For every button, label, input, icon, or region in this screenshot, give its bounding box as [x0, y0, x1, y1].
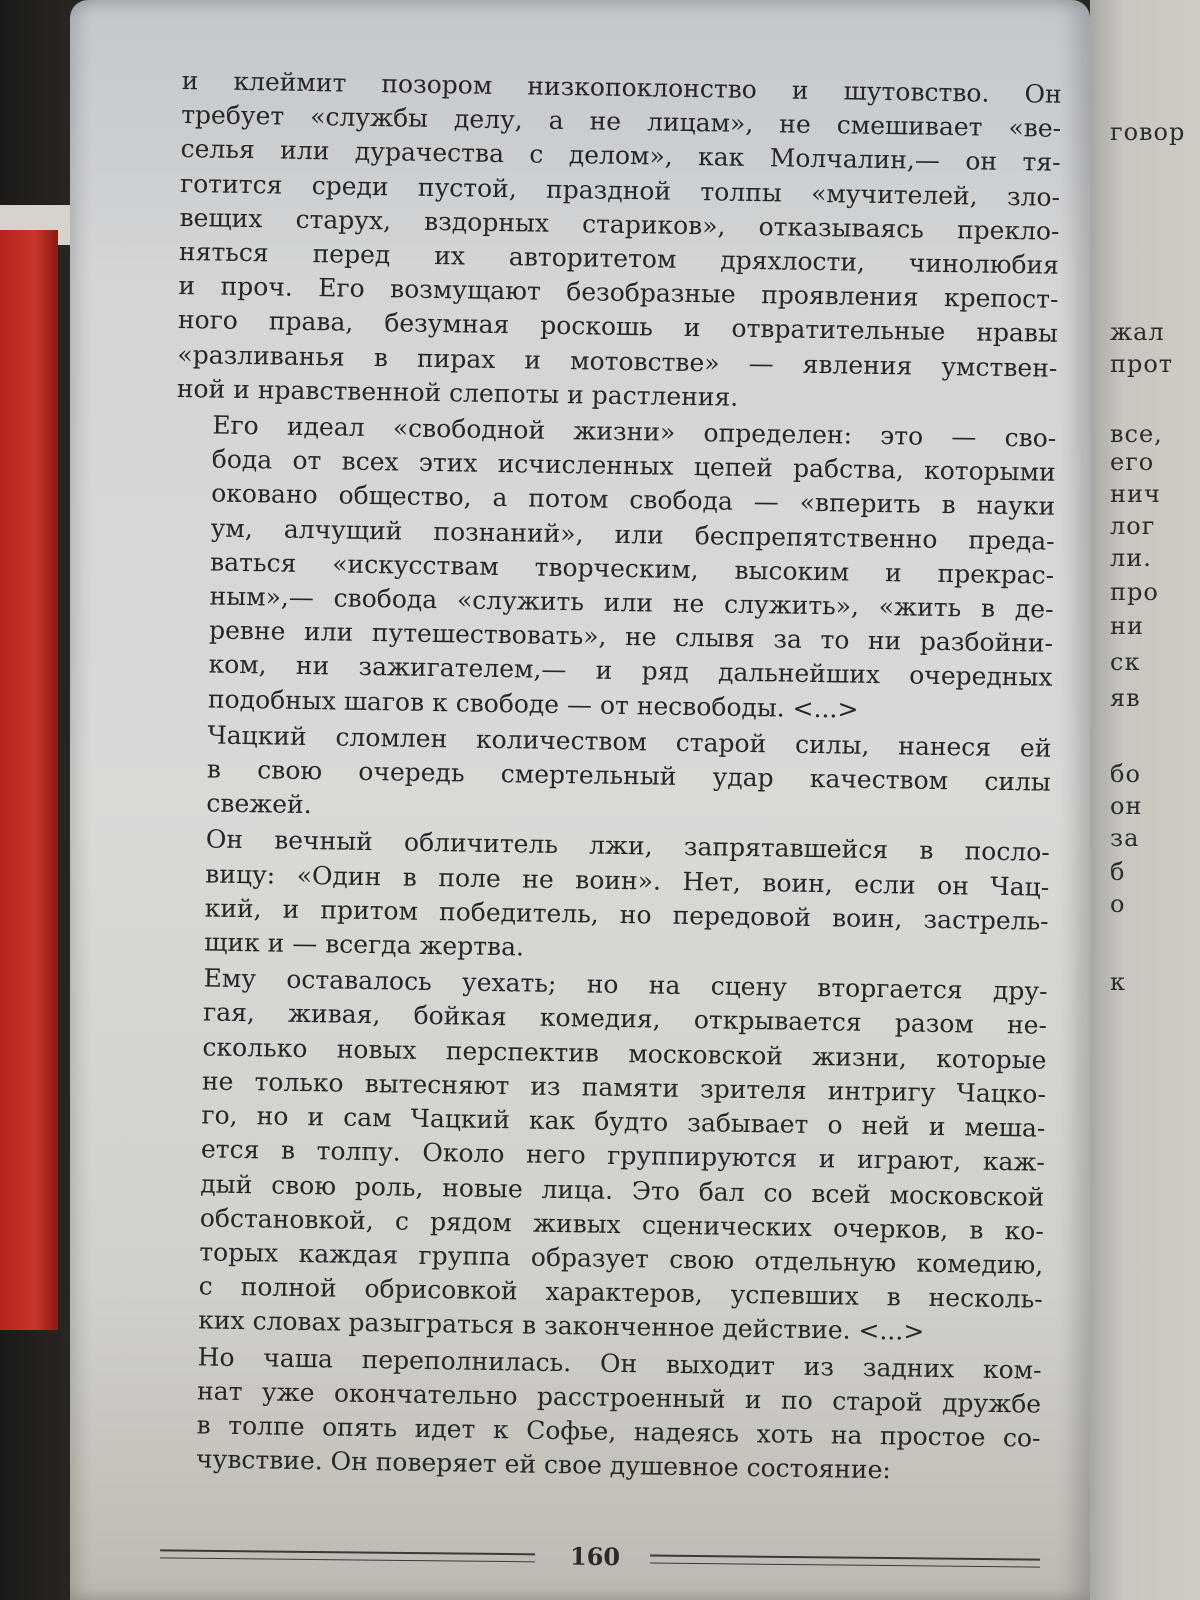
text-line: подобных шагов к свободе — от несвободы. <...> [207, 684, 859, 724]
text-line: «разливанья в пирах и мотовстве» — явления умствен- [177, 339, 1058, 383]
text-line: и клеймит позором низкопоклонство и шутовство. Он [181, 65, 1062, 109]
paragraph [170, 718, 1052, 834]
paragraph [168, 822, 1050, 973]
facing-page-fragment: его [1110, 448, 1155, 476]
text-line: нат уже окончательно расстроенный и по старой дружбе [196, 1376, 1042, 1419]
facing-page [1090, 0, 1200, 1600]
paragraph [172, 408, 1057, 730]
text-line: щик и — всегда жертва. [203, 927, 525, 962]
facing-page-fragment: ли. [1110, 544, 1152, 572]
text-line: ной и нравственной слепоты и растления. [176, 373, 739, 412]
text-line: готится среди пустой, праздной толпы «мучителей, зло- [179, 168, 1061, 212]
text-line: ум, алчущий познаний», или беспрепятственно преда- [210, 513, 1055, 556]
facing-page-fragment: за [1110, 824, 1140, 852]
facing-page-fragment: нич [1110, 480, 1161, 508]
text-line: с полной обрисовкой характеров, успевших в несколь- [198, 1271, 1043, 1314]
red-book-cover [0, 230, 58, 1330]
text-line: селья или дурачества с делом», как Молчалин,— он тя- [180, 134, 1061, 178]
facing-page-fragment: говор [1110, 118, 1186, 146]
facing-page-fragment: б [1110, 858, 1126, 886]
text-line: не только вытесняют из памяти зрителя интригу Чацко- [201, 1066, 1047, 1109]
text-line: требует «службы делу, а не лицам», не смешивает «ве- [180, 100, 1062, 144]
text-line: вицу: «Один в поле не воин». Нет, воин, если он Чац- [205, 859, 1050, 902]
text-line: торых каждая группа образует свою отдельную комедию, [199, 1237, 1044, 1280]
facing-page-fragment: про [1110, 578, 1159, 606]
text-line: ком, ни зажигателем,— и ряд дальнейших очередных [208, 649, 1053, 693]
text-line: дый свою роль, новые лица. Это бал со всей московской [200, 1168, 1045, 1212]
paragraph [177, 64, 1062, 420]
text-line: обстановкой, с рядом живых сценических очерков, в ко- [199, 1203, 1045, 1246]
facing-page-fragment: ск [1110, 648, 1141, 676]
text-line: ваться «искусствам творческим, высоким и прекрас- [209, 547, 1055, 590]
text-line: ется в толпу. Около него группируются и играют, каж- [200, 1134, 1046, 1177]
text-line: няться перед их авторитетом дряхлости, чинолюбия [178, 236, 1060, 280]
text-line: Чацкий сломлен количеством старой силы, нанеся ей [207, 720, 1052, 763]
text-line: в свою очередь смертельный удар качеством силы [206, 754, 1052, 797]
paragraph [160, 1339, 1042, 1490]
text-line: Он вечный обличитель лжи, запрятавшейся в посло- [205, 824, 1050, 868]
text-line: го, но и сам Чацкий как будто забывает о ней и меша- [201, 1100, 1046, 1143]
paragraph [162, 961, 1048, 1351]
text-line: гая, живая, бойкая комедия, открывается разом не- [202, 997, 1048, 1041]
facing-page-fragment: жал [1110, 318, 1165, 346]
footer-rule-right [650, 1555, 1040, 1568]
facing-page-fragment: о [1110, 890, 1126, 918]
text-line: бода от всех этих исчисленных цепей рабства, которыми [211, 444, 1056, 488]
text-line: вещих старух, вздорных стариков», отказываясь прекло- [179, 202, 1060, 246]
page-number: 160 [569, 1541, 621, 1572]
text-line: оковано общество, а потом свобода — «вперить в науки [211, 478, 1056, 522]
text-line: ких словах разыграться в законченное действие. <...> [198, 1305, 925, 1347]
footer-rule-left [160, 1549, 535, 1562]
facing-page-fragment: он [1110, 792, 1143, 820]
facing-page-fragment: лог [1110, 512, 1156, 540]
text-line: чувствие. Он поверяет ей свое душевное состояние: [195, 1444, 892, 1485]
facing-page-fragment: прот [1110, 350, 1174, 378]
text-line: Ему оставалось уехать; но на сцену вторгается дру- [203, 963, 1048, 1006]
facing-page-fragment: бо [1110, 760, 1141, 788]
facing-page-fragment: яв [1110, 684, 1141, 712]
text-line: кий, и притом победитель, но передовой воин, застрель- [204, 893, 1049, 936]
text-line: Его идеал «свободной жизни» определен: это — сво- [212, 410, 1057, 453]
text-line: и проч. Его возмущают безобразные проявления крепост- [178, 271, 1059, 315]
text-line: ного права, безумная роскошь и отвратительные нравы [177, 305, 1059, 349]
text-line: ревне или путешествовать», не слывя за то ни разбойни- [208, 615, 1054, 659]
text-line: ным»,— свобода «служить или не служить», «жить в де- [209, 581, 1054, 624]
text-line: сколько новых перспектив московской жизни, которые [202, 1032, 1047, 1075]
facing-page-fragment: все, [1110, 420, 1163, 448]
page-body-text [160, 64, 1062, 1490]
facing-page-fragment: ни [1110, 612, 1144, 640]
text-line: свежей. [206, 788, 312, 820]
facing-page-fragment: к [1110, 968, 1126, 996]
text-line: Но чаша переполнилась. Он выходит из задних ком- [197, 1341, 1042, 1385]
text-line: в толпе опять идет к Софье, надеясь хоть на простое со- [196, 1410, 1041, 1453]
